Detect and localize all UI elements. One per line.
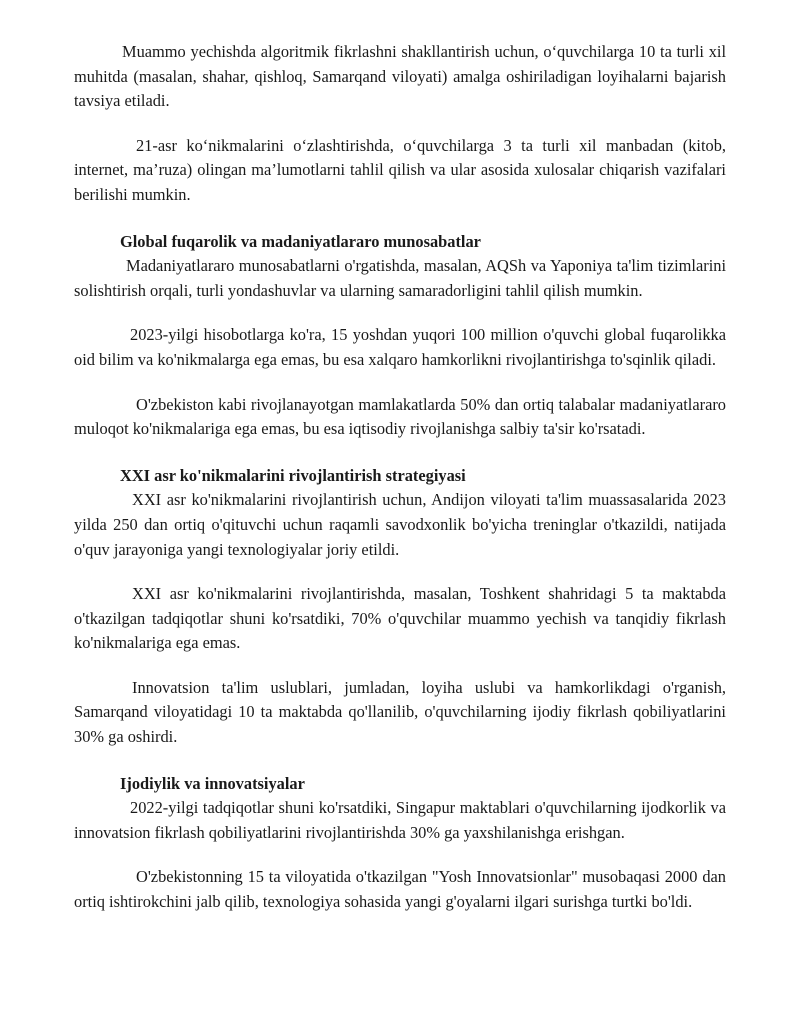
paragraph-innovative-methods: Innovatsion ta'lim uslublari, jumladan, loyiha uslubi va hamkorlikdagi o'rganish, Samarqand viloyatidagi 10 ta maktabda qo'llanilib, o'quvchilarning ijodiy fikrlash qobiliyatlarini 30% ga oshirdi. — [74, 677, 726, 747]
paragraph-algorithmic-thinking: Muammo yechishda algoritmik fikrlashni shakllantirish uchun, o‘quvchilarga 10 ta turli xil muhitda (masalan, shahar, qishloq, Samarqand viloyati) amalga oshiriladigan loyihalarni bajarish tavsiya etiladi. — [74, 42, 726, 111]
paragraph-uzbekistan-students: O'zbekiston kabi rivojlanayotgan mamlakatlarda 50% dan ortiq talabalar madaniyatlararo muloqot ko'nikmalariga ega emas, bu esa iqtisodiy rivojlanishga salbiy ta'sir ko'rsatadi. — [74, 394, 726, 439]
paragraph-2023-reports: 2023-yilgi hisobotlarga ko'ra, 15 yoshdan yuqori 100 million o'quvchi global fuqarolikka oid bilim va ko'nikmalarga ega emas, bu esa xalqaro hamkorlikni rivojlantirishga to'sqinlik qiladi. — [74, 325, 726, 369]
paragraph-singapore-schools: 2022-yilgi tadqiqotlar shuni ko'rsatdiki, Singapur maktablari o'quvchilarning ijodkorlik va innovatsion fikrlash qobiliyatlarini rivojlantirishda 30% ga yaxshilanishga erishgan. — [74, 798, 726, 842]
heading-creativity-innovation: Ijodiylik va innovatsiyalar — [120, 773, 305, 793]
paragraph-andijon-trainings: XXI asr ko'nikmalarini rivojlantirish uchun, Andijon viloyati ta'lim muassasalarida 2023 yilda 250 dan ortiq o'qituvchi uchun raqamli savodxonlik bo'yicha treninglar o'tkazildi, natijada o'quv jarayoniga yangi texnologiyalar joriy etildi. — [74, 490, 726, 559]
heading-global-citizenship: Global fuqarolik va madaniyatlararo munosabatlar — [120, 231, 481, 251]
paragraph-tashkent-research: XXI asr ko'nikmalarini rivojlantirishda, masalan, Toshkent shahridagi 5 ta maktabda o'tkazilgan tadqiqotlar shuni ko'rsatdiki, 70% o'quvchilar muammo yechish va tanqidiy fikrlash ko'nikmalariga ega emas. — [74, 584, 726, 653]
paragraph-21st-century-skills: 21-asr ko‘nikmalarini o‘zlashtirishda, o‘quvchilarga 3 ta turli xil manbadan (kitob, internet, ma’ruza) olingan ma’lumotlarni tahlil qilish va ular asosida xulosalar chiqarish vazifalari berilishi mumkin. — [74, 135, 726, 204]
heading-xxi-strategy: XXI asr ko'nikmalarini rivojlantirish strategiyasi — [120, 465, 466, 485]
paragraph-young-innovators: O'zbekistonning 15 ta viloyatida o'tkazilgan "Yosh Innovatsionlar" musobaqasi 2000 dan ortiq ishtirokchini jalb qilib, texnologiya sohasida yangi g'oyalarni ilgari surishga turtki bo'ldi. — [74, 867, 726, 912]
paragraph-intercultural-teaching: Madaniyatlararo munosabatlarni o'rgatishda, masalan, AQSh va Yaponiya ta'lim tizimlarini solishtirish orqali, turli yondashuvlar va ularning samaradorligini tahlil qilish mumkin. — [74, 256, 726, 300]
document-page — [74, 40, 726, 915]
